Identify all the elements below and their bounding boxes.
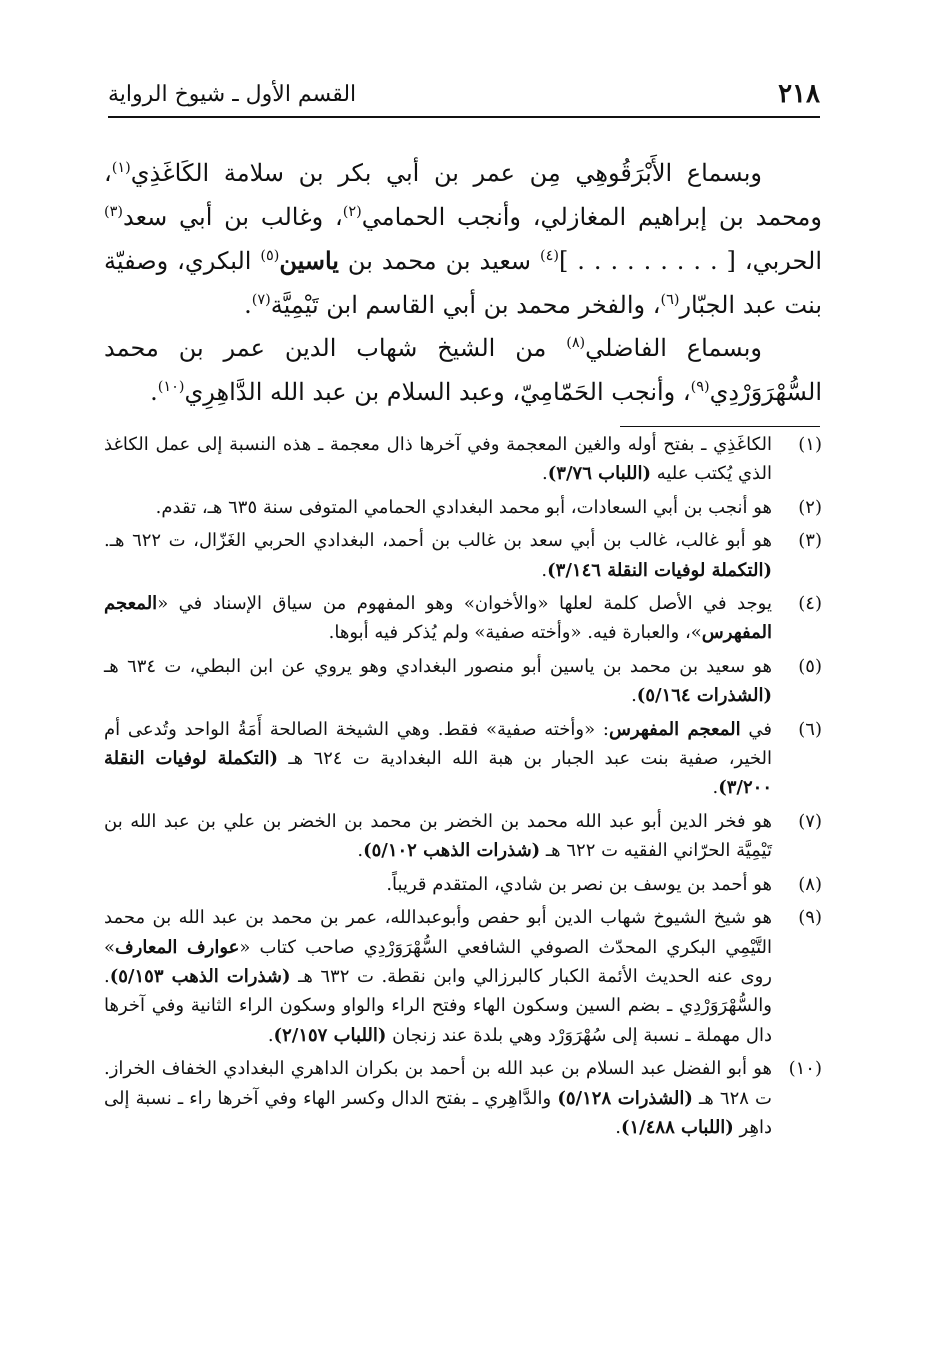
footnote-text: في المعجم المفهرس: «وأخته صفية» فقط. وهي الشيخة الصالحة أَمَةُ الواحد وتُدعى أم الخير، صفية بنت عبد الجبار بن هبة الله البغدادية ت ٦٢٤ هـ (التكملة لوفيات النقلة ٣/٢٠٠). (104, 718, 772, 799)
footnote-number: (٩) (798, 907, 822, 929)
footnote-4 (104, 589, 822, 648)
footnote-ref: (٢) (342, 203, 362, 220)
footnote-number: (١٠) (788, 1058, 822, 1080)
page-number: ٢١٨ (778, 79, 820, 109)
footnote-text: الكاغَذِي ـ بفتح أوله والغين المعجمة وفي آخرها ذال معجمة ـ هذه النسبة إلى عمل الكاغذ الذي يُكتب عليه (اللباب ٣/٧٦). (104, 434, 772, 485)
footnote-number: (٤) (798, 593, 822, 615)
page-header (108, 72, 820, 118)
footnote-text: هو فخر الدين أبو عبد الله محمد بن الخضر بن محمد بن الخضر بن علي بن عبد الله بن تَيْمِيَّة الحرّاني الفقيه ت ٦٢٢ هـ (شذرات الذهب ٥/١٠٢). (104, 810, 772, 862)
footnote-number: (٨) (798, 873, 822, 895)
footnote-ref: (٤) (540, 248, 559, 264)
footnote-ref: (٥) (260, 248, 280, 264)
footnote-5 (104, 652, 822, 711)
footnote-text: هو أنجب بن أبي السعادات، أبو محمد البغدادي الحمامي المتوفى سنة ٦٣٥ هـ، تقدم. (155, 496, 772, 518)
paragraph-2: وبسماع الفاضلي$^{(٨)}$ من الشيخ شهاب الدين عمر بن محمد السُّهْرَوَرْدِي$^{(٩)}$، وأنجب الحَمّامِيّ، وعبد السلام بن عبد الله الدَّاهِرِي$^{(١٠)}$. (104, 334, 822, 406)
paragraph-1: وبسماع الأَبْرَقُوهِي مِن عمر بن أبي بكر بن سلامة الكَاغَذِي$^{(١)}$، ومحمد بن إبراهيم المغازلي، وأنجب الحمامي$^{(٢)}$، وغالب بن أبي سعد$^{(٣)}$ الحربي، [ . . . . . . . . . ]$^{(٤)}$ سعيد بن محمد بن ياسين$^{(٥)}$ البكري، وصفيّة بنت عبد الجبّار$^{(٦)}$، والفخر محمد بن أبي القاسم ابن تَيْمِيَّة$^{(٧)}$. (104, 159, 823, 319)
footnote-ref: (٩) (690, 378, 710, 395)
footnote-6 (104, 715, 822, 803)
footnote-number: (٢) (798, 496, 822, 518)
footnote-1 (104, 430, 822, 489)
footnote-number: (١) (798, 434, 822, 455)
footnote-10 (104, 1054, 822, 1142)
footnote-text: هو سعيد بن محمد بن ياسين أبو منصور البغدادي وهو يروي عن ابن البطي، ت ٦٣٤ هـ (الشذرات ٥/١٦٤). (104, 655, 772, 707)
footnote-ref: (٨) (566, 335, 586, 351)
footnote-text: هو أبو غالب، غالب بن أبي سعد بن غالب بن أحمد، البغدادي الحربي الغَزّال، ت ٦٢٢ هـ. (التكملة لوفيات النقلة ٣/١٤٦). (104, 530, 772, 581)
main-text (104, 152, 822, 414)
footnote-divider (620, 426, 820, 427)
footnote-number: (٣) (798, 530, 822, 552)
footnote-text: هو أبو الفضل عبد السلام بن عبد الله بن أحمد بن بكران الداهري البغدادي الخفاف الخراز. ت ٦٢٨ هـ (الشذرات ٥/١٢٨) والدَّاهِري ـ بفتح الدال وكسر الهاء وفي آخرها راء ـ نسبة إلى داهِر (اللباب ١/٤٨٨). (104, 1058, 772, 1138)
footnote-number: (٦) (798, 718, 822, 740)
footnote-ref: (١٠) (157, 378, 185, 395)
footnote-number: (٧) (798, 810, 822, 832)
footnote-8 (104, 870, 822, 899)
footnote-3 (104, 526, 822, 585)
footnote-text: هو شيخ الشيوخ شهاب الدين أبو حفص وأبوعبدالله، عمر بن محمد بن عبد الله بن محمد التَّيْمِي البكري المحدّث الصوفي الشافعي السُّهْرَوَرْدِي صاحب كتاب «عوارف المعارف» روى عنه الحديث الأئمة الكبار كالبرزالي وابن نقطة. ت ٦٣٢ هـ (شذرات الذهب ٥/١٥٣). والسُّهْرَوَرْدِي ـ بضم السين وسكون الهاء وفتح الراء والواو وسكون الراء الثانية وفي آخرها دال مهملة ـ نسبة إلى سُهْرَوَرْد وهي بلدة عند زنجان (اللباب ٢/١٥٧). (104, 907, 772, 1046)
footnote-number: (٥) (798, 655, 822, 677)
footnote-2 (104, 493, 822, 522)
footnote-ref: (٦) (660, 291, 680, 308)
footnote-ref: (٣) (104, 203, 123, 220)
footnote-7 (104, 807, 822, 866)
footnote-ref: (٧) (251, 291, 271, 308)
footnote-9 (104, 903, 822, 1050)
running-title: القسم الأول ـ شيوخ الرواية (108, 81, 357, 107)
footnote-ref: (١) (111, 160, 131, 176)
footnote-text: هو أحمد بن يوسف بن نصر بن شادي، المتقدم قريباً. (386, 873, 772, 895)
footnotes (104, 430, 822, 1146)
footnote-text: يوجد في الأصل كلمة لعلها «والأخوان» وهو المفهوم من سياق الإسناد في «المعجم المفهرس»، والعبارة فيه. «وأخته صفية» ولم يُذكر فيه أبوها. (104, 593, 772, 644)
